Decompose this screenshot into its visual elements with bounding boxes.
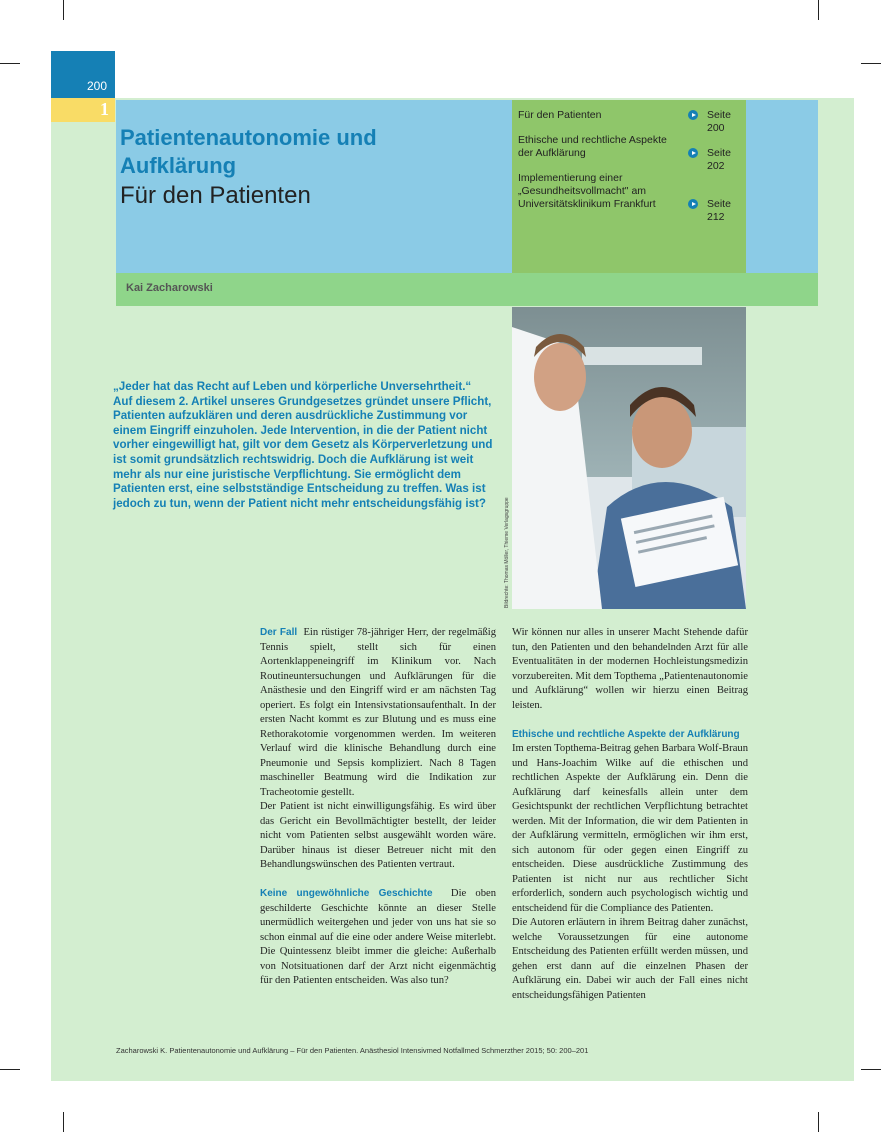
case-paragraph — [260, 626, 496, 800]
story-paragraph — [260, 887, 496, 989]
arrow-right-icon — [688, 110, 698, 120]
chapter-marker — [51, 98, 115, 122]
crop-mark — [63, 1112, 64, 1132]
crop-mark — [861, 1069, 881, 1070]
citation-footer: Zacharowski K. Patientenautonomie und Aufklärung – Für den Patienten. Anästhesiol Intensivmed Notfallmed Schmerzther 2015; 50: 200–201 — [116, 1046, 589, 1055]
intro-paragraph: „Jeder hat das Recht auf Leben und körperliche Unversehrtheit.“ Auf diesem 2. Artikel unseres Grundgesetzes gründet unsere Pflicht, Patienten aufzuklären und deren ausdrückliche Zustimmung vor einem Eingriff einzuholen. Jede Intervention, in die der Patient nicht vorher eingewilligt hat, gilt vor dem Gesetz als Körperverletzung und ist somit grundsätzlich rechtswidrig. Doch die Aufklärung ist weit mehr als nur eine juristische Verpflichtung. Sie ermöglicht dem Patienten erst, eine selbstständige Entscheidung zu treffen. Was ist jedoch zu tun, wenn der Patient nicht mehr entscheidungsfähig ist? — [113, 380, 493, 510]
case-paragraph-2: Der Patient ist nicht einwilligungsfähig. Es wird über das Gericht ein Bevollmächtigter bestellt, der leider nicht vom Patienten selbst ausgewählt worden wäre. Darüber hinaus ist dieser Betreuer nicht mit den Behandlungswünschen des Patienten vertraut. — [260, 801, 496, 870]
toc-item-page: Seite 202 — [707, 147, 731, 172]
page-number-box — [51, 51, 115, 98]
author-bar — [116, 273, 818, 306]
right-column — [512, 626, 748, 1003]
toc-item-page: Seite 212 — [707, 198, 731, 223]
ethics-paragraph-1: Im ersten Topthema-Beitrag gehen Barbara Wolf-Braun und Hans-Joachim Wilke auf die ethischen und rechtlichen Aspekte der Aufklärung ein. Denn die Aufklärung darf keinesfalls allein unter dem Gesichtspunkt der rechtlichen Verpflichtung betrachtet werden. Mit der Information, die wir dem Patienten in der Aufklärung vermitteln, ermöglichen wir ihm erst, sich autonom für oder gegen einen Eingriff zu entscheiden. Diese ausdrückliche Zustimmung des Patienten ist nicht nur aus rechtlicher Sicht erforderlich, sondern auch psychologisch wichtig und entscheidend für die Compliance des Patienten. — [512, 743, 748, 914]
right-paragraph-1: Wir können nur alles in unserer Macht Stehende dafür tun, den Patienten und den behandelnden Arzt für alle Eventualitäten in der modernen Hochleistungsmedizin vorzubereiten. Mit dem Topthema „Patientenautonomie und Aufklärung“ wollen wir hierzu einen Beitrag leisten. — [512, 627, 748, 711]
left-column — [260, 626, 496, 989]
photo-credit: Bildrechte: Thomas Möller, Thieme Verlagsgruppe — [504, 497, 510, 608]
title-block — [116, 100, 512, 273]
page-number: 200 — [86, 79, 107, 93]
toc-item-label: Ethische und rechtliche Aspekte der Aufklärung — [518, 134, 667, 159]
chapter-number: 1 — [100, 99, 109, 119]
toc-item-label: Implementierung einer „Gesundheitsvollmacht" am Universitätsklinikum Frankfurt — [518, 172, 656, 210]
toc-item-label: Für den Patienten — [518, 109, 602, 121]
article-title: Patientenautonomie und Aufklärung — [120, 125, 377, 178]
photo-illustration — [512, 307, 746, 609]
header-accent — [746, 100, 818, 273]
case-text: Ein rüstiger 78-jähriger Herr, der regelmäßig Tennis spielt, stellt sich für einen Aortenklappeneingriff im Klinikum vor. Nach Routineuntersuchungen und Aufklärungen für die Anästhesie und den Eingriff wird er am nächsten Tag operiert. Es folgt ein Intensivstationsaufenthalt. In der ersten Nacht kommt es zur Blutung und es muss eine Rethorakotomie vorgenommen werden. Im weiteren Verlauf wird die klinische Behandlung durch eine Pneumonie und Sepsis kompliziert. Nach 8 Tagen maschineller Beatmung wird die Indikation zur Tracheotomie gestellt. — [260, 627, 497, 798]
ethics-heading: Ethische und rechtliche Aspekte der Aufklärung — [512, 728, 740, 740]
crop-mark — [818, 1112, 819, 1132]
crop-mark — [818, 0, 819, 20]
author-name: Kai Zacharowski — [126, 282, 213, 294]
crop-mark — [0, 63, 20, 64]
article-subtitle: Für den Patienten — [120, 182, 311, 209]
crop-mark — [0, 1069, 20, 1070]
arrow-right-icon — [688, 148, 698, 158]
case-heading: Der Fall — [260, 627, 298, 638]
story-text: Die oben geschilderte Geschichte könnte an dieser Stelle unermüdlich weitergehen und jeder von uns hat sie so schon einmal auf die eine oder andere Weise miterlebt. Die Quintessenz bleibt immer die gleiche: Außerhalb von Notsituationen darf der Arzt nicht eigenmächtig für den Patienten entscheiden. Was also tun? — [260, 888, 496, 986]
table-of-contents — [512, 100, 746, 273]
story-heading: Keine ungewöhnliche Geschichte — [260, 888, 433, 899]
doctor-patient-photo — [512, 307, 746, 609]
toc-item-page: Seite 200 — [707, 109, 731, 134]
ethics-paragraph-2: Die Autoren erläutern in ihrem Beitrag daher zunächst, welche Voraussetzungen für eine autonome Entscheidung des Patienten erfüllt werden müssen, und gehen erst dann auf die einzelnen Phasen der Aufklärung ein. Dabei wir auch der Fall eines nicht entscheidungsfähigen Patienten — [512, 917, 748, 1001]
crop-mark — [63, 0, 64, 20]
crop-mark — [861, 63, 881, 64]
arrow-right-icon — [688, 199, 698, 209]
